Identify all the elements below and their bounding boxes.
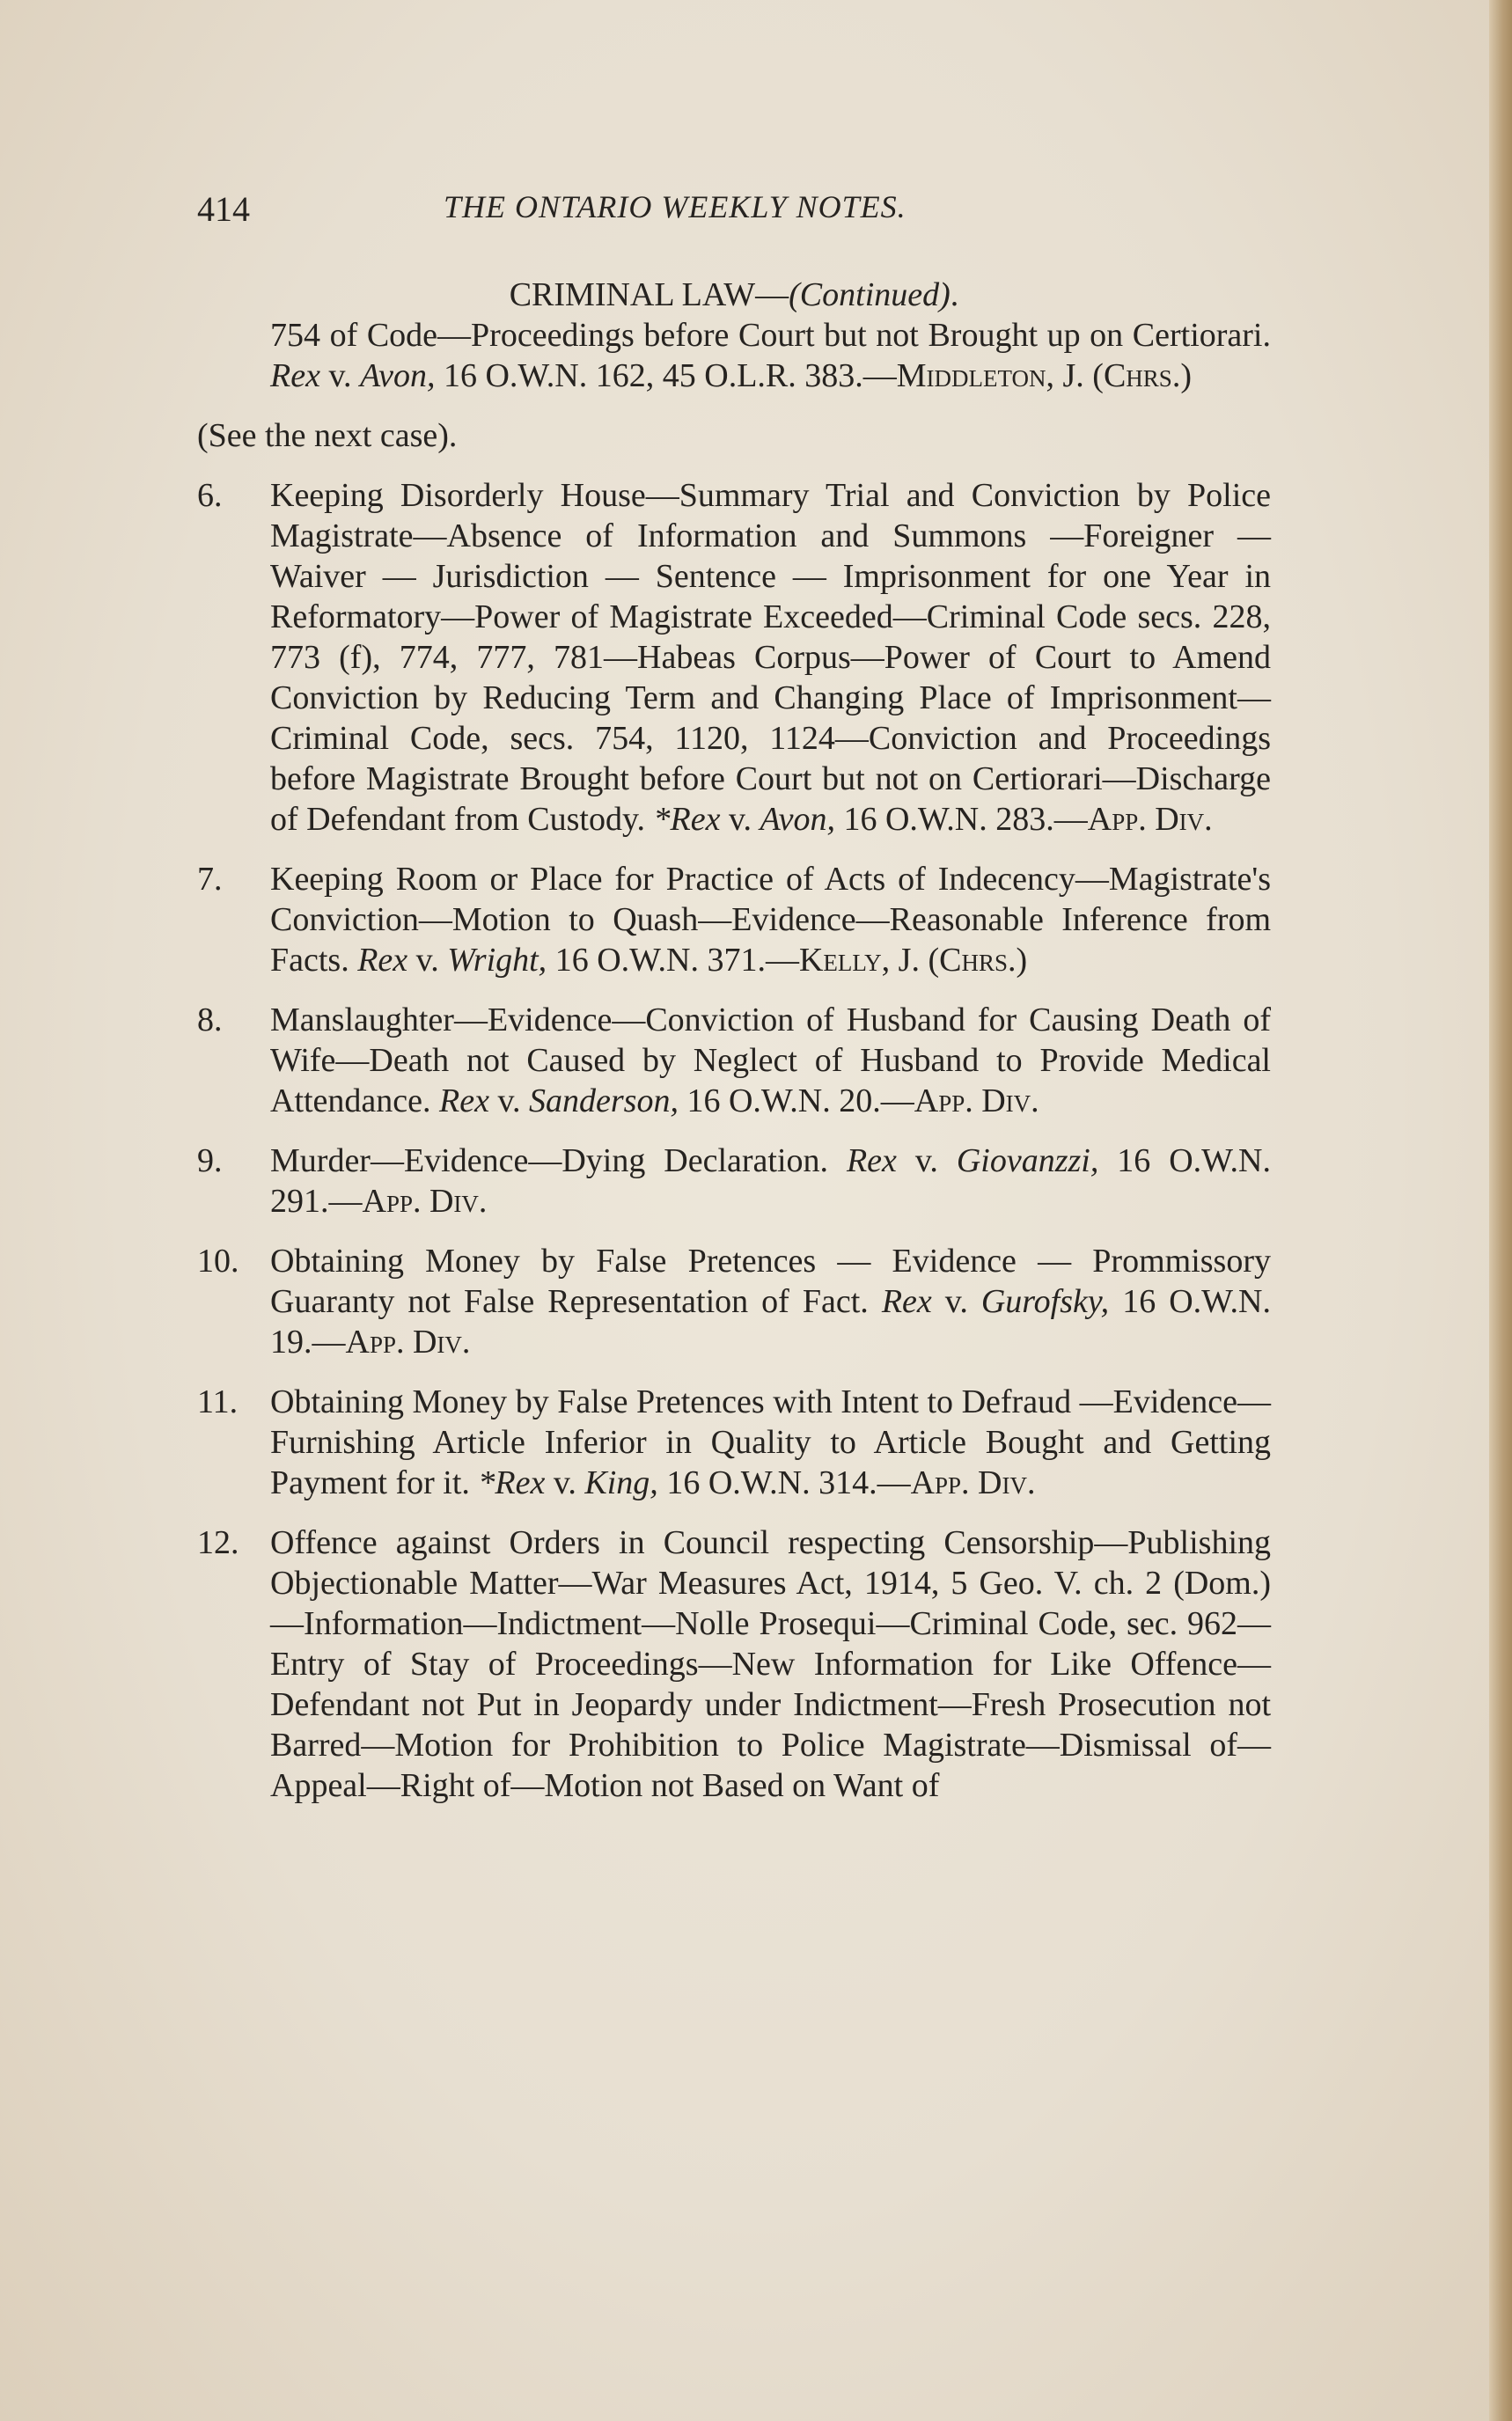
court: App. Div.: [1087, 801, 1213, 838]
citation: 16 O.W.N. 371.—: [547, 942, 799, 979]
digest-entry: [197, 1000, 1271, 1121]
party-name: Wright,: [447, 942, 547, 979]
entry-number: 10.: [197, 1243, 239, 1280]
entry-number: 11.: [197, 1383, 239, 1420]
running-head: THE ONTARIO WEEKLY NOTES.: [444, 189, 906, 224]
page-number: 414: [197, 189, 250, 229]
citation: 16 O.W.N. 162, 45 O.L.R. 383.—: [435, 357, 897, 394]
continued-entry: [197, 315, 1271, 396]
entry-text: Keeping Disorderly House—Summary Trial and Conviction by Police Magistrate—Absence of Information and Summons —Foreigner — Waiver — Jurisdiction — Sentence — Imprisonment for one Year in Reformatory—Power of Magistrate Exceeded—Criminal Code secs. 228, 773 (f), 774, 777, 781—Habeas Corpus—Power of Court to Amend Conviction by Reducing Term and Changing Place of Imprisonment—Criminal Code, secs. 754, 1120, 1124—Conviction and Proceedings before Magistrate Brought before Court but not on Certiorari—Discharge of Defendant from Custody.: [270, 477, 1271, 838]
digest-entry: [197, 859, 1271, 980]
entry-text: Obtaining Money by False Pretences with Intent to Defraud —Evidence—Furnishing Article Inferior in Quality to Article Bought and Getting Payment for it.: [270, 1383, 1271, 1501]
page-header: [197, 188, 1271, 232]
digest-entry: [197, 475, 1271, 840]
citation: 16 O.W.N. 283.—: [834, 801, 1088, 838]
case-name: *Rex: [478, 1464, 546, 1501]
court: Kelly, J. (Chrs.): [798, 942, 1028, 979]
case-name: *Rex: [653, 801, 721, 838]
citation: 16 O.W.N. 314.—: [657, 1464, 911, 1501]
party-name: Avon,: [760, 801, 835, 838]
page-edge: [1489, 0, 1512, 2421]
section-heading: [197, 275, 1271, 315]
case-name: Rex: [846, 1142, 897, 1179]
party-name: Giovanzzi,: [956, 1142, 1099, 1179]
versus: v.: [545, 1464, 585, 1501]
court: App. Div.: [362, 1183, 488, 1220]
versus: v.: [488, 1082, 530, 1119]
entry-number: 12.: [197, 1524, 239, 1561]
case-name: Rex: [357, 942, 408, 979]
judge: Middleton, J. (Chrs.): [896, 357, 1192, 394]
section-heading-continued: (Continued): [789, 276, 951, 313]
digest-entry: [197, 1141, 1271, 1222]
court: App. Div.: [914, 1082, 1039, 1119]
digest-content: [197, 275, 1271, 1806]
case-name: Rex: [439, 1082, 489, 1119]
case-name: Rex: [881, 1283, 932, 1320]
party-name: Gurofsky,: [980, 1283, 1110, 1320]
section-heading-end: .: [950, 276, 959, 313]
entry-text: Keeping Room or Place for Practice of Acts of Indecency—Magistrate's Conviction—Motion to Quash—Evidence—Reasonable Inference from Facts.: [270, 861, 1271, 979]
citation: 16 O.W.N. 291.—: [270, 1142, 1271, 1220]
entry-number: 8.: [197, 1001, 223, 1038]
versus: v.: [931, 1283, 981, 1320]
versus: v.: [407, 942, 448, 979]
citation: 16 O.W.N. 20.—: [678, 1082, 914, 1119]
entry-list: [197, 475, 1271, 1806]
section-heading-text: CRIMINAL LAW—: [509, 276, 789, 313]
party-name: Avon,: [360, 357, 436, 394]
entry-text: Obtaining Money by False Pretences — Evidence — Prommissory Guaranty not False Representation of Fact.: [270, 1243, 1271, 1320]
case-name: Rex: [270, 357, 320, 394]
party-name: Sanderson,: [529, 1082, 679, 1119]
entry-text: Offence against Orders in Council respecting Censorship—Publishing Objectionable Matter—War Measures Act, 1914, 5 Geo. V. ch. 2 (Dom.)—Information—Indictment—Nolle Prosequi—Criminal Code, sec. 962—Entry of Stay of Proceedings—New Information for Like Offence—Defendant not Put in Jeopardy under Indictment—Fresh Prosecution not Barred—Motion for Prohibition to Police Magistrate—Dismissal of—Appeal—Right of—Motion not Based on Want of: [270, 1524, 1271, 1804]
citation: 16 O.W.N. 19.—: [270, 1283, 1271, 1361]
entry-text: 754 of Code—Proceedings before Court but not Brought up on Certiorari.: [270, 317, 1271, 354]
court: App. Div.: [345, 1324, 471, 1361]
digest-entry: [197, 1522, 1271, 1806]
digest-entry: [197, 1382, 1271, 1503]
entry-number: 9.: [197, 1142, 223, 1179]
entry-number: 6.: [197, 477, 223, 514]
versus: v.: [319, 357, 360, 394]
entry-number: 7.: [197, 861, 223, 898]
versus: v.: [720, 801, 760, 838]
entry-text: Manslaughter—Evidence—Conviction of Husband for Causing Death of Wife—Death not Caused by Neglect of Husband to Provide Medical Attendance.: [270, 1001, 1271, 1119]
party-name: King,: [584, 1464, 658, 1501]
court: App. Div.: [910, 1464, 1036, 1501]
digest-entry: [197, 1241, 1271, 1362]
see-next-note: (See the next case).: [197, 417, 458, 454]
entry-text: Murder—Evidence—Dying Declaration.: [270, 1142, 847, 1179]
versus: v.: [896, 1142, 957, 1179]
